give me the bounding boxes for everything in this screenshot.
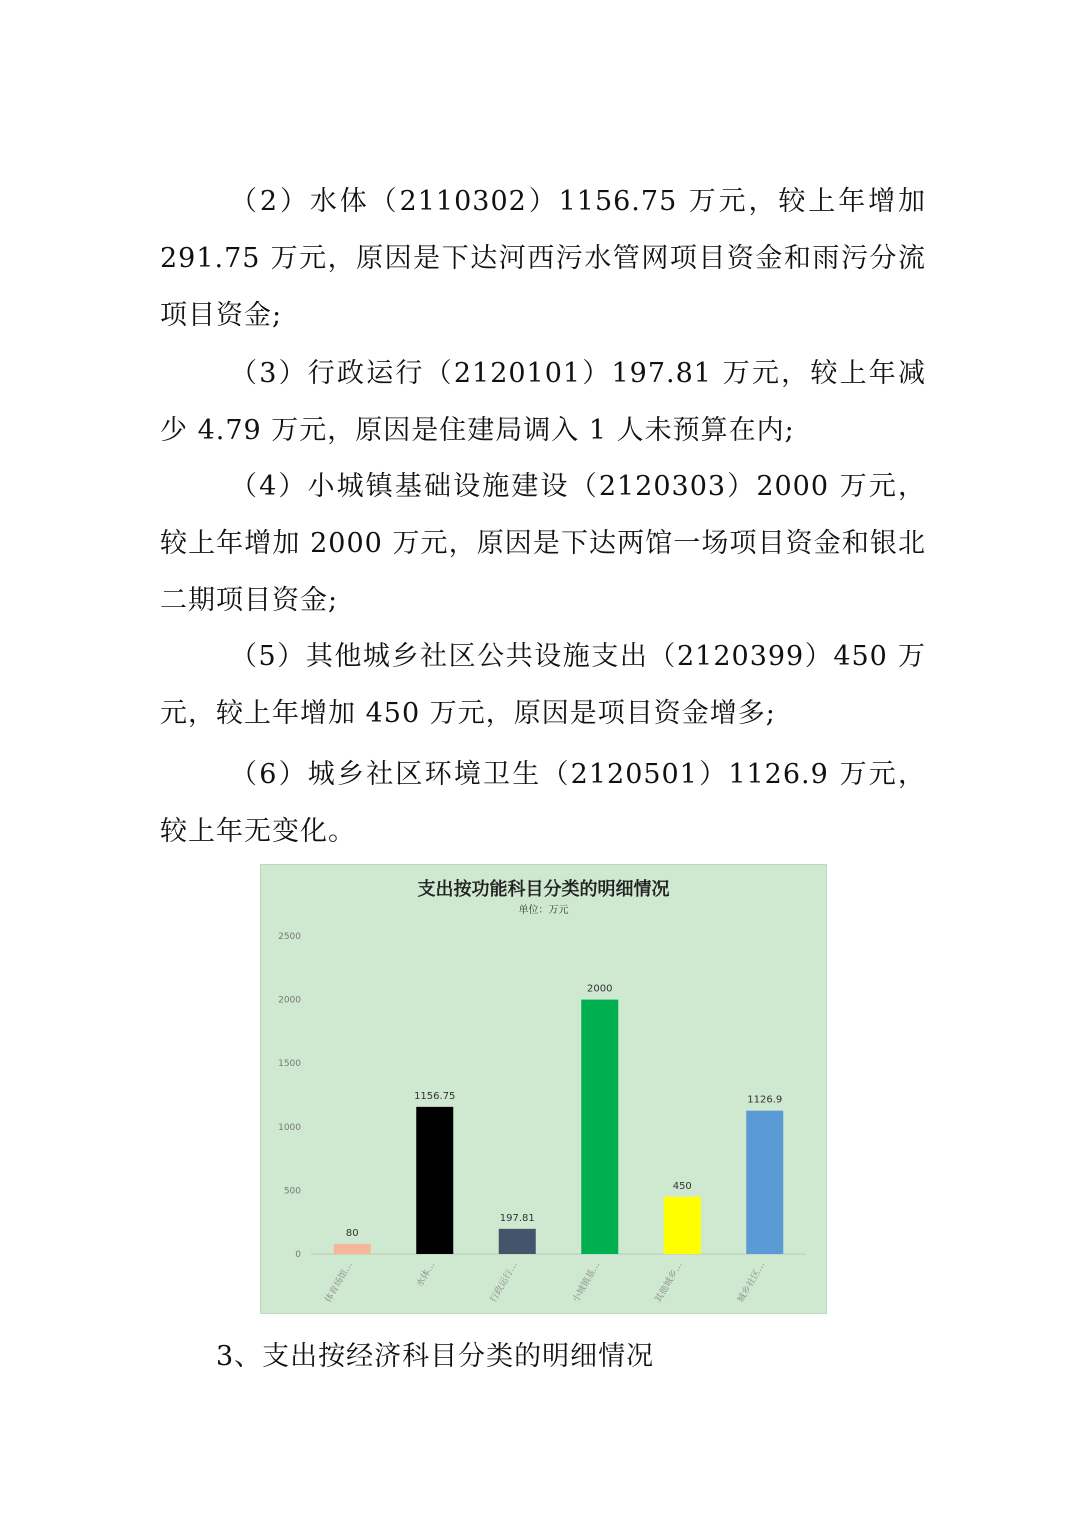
- x-category-label: 体育场馆…: [323, 1260, 355, 1305]
- function-expenditure-chart: [260, 864, 827, 1314]
- y-tick-label: 1000: [278, 1122, 301, 1133]
- x-category-label: 其他城乡…: [653, 1260, 685, 1305]
- x-category-label: 城乡社区…: [736, 1260, 768, 1305]
- bar-value-label: 2000: [587, 983, 613, 995]
- chart-plot: [261, 865, 826, 1313]
- y-tick-label: 0: [295, 1250, 301, 1260]
- bar-value-label: 197.81: [499, 1212, 535, 1224]
- bar: [746, 1111, 783, 1254]
- bar-value-label: 80: [345, 1227, 359, 1239]
- chart-subtitle: 单位：万元: [518, 905, 569, 916]
- x-category-label: 水体…: [415, 1260, 438, 1289]
- bar-value-label: 1156.75: [414, 1090, 456, 1102]
- bar: [581, 1000, 618, 1254]
- bar: [664, 1197, 701, 1254]
- bar-value-label: 450: [672, 1180, 692, 1192]
- x-category-label: 小城镇基…: [571, 1260, 603, 1305]
- x-category-label: 行政运行…: [488, 1260, 520, 1305]
- bar: [416, 1107, 453, 1254]
- section-heading-economic-classification: 3、支出按经济科目分类的明细情况: [216, 1341, 655, 1372]
- paragraph-small-town-infrastructure: （4）小城镇基础设施建设（2120303）2000 万元，较上年增加 2000 万元，原因是下达两馆一场项目资金和银北二期项目资金;: [160, 471, 926, 616]
- paragraph-other-community-facilities: （5）其他城乡社区公共设施支出（2120399）450 万元，较上年增加 450 万元，原因是项目资金增多;: [160, 641, 926, 729]
- paragraph-environmental-sanitation: （6）城乡社区环境卫生（2120501）1126.9 万元，较上年无变化。: [160, 759, 926, 847]
- y-tick-label: 2000: [278, 995, 301, 1006]
- bar-value-label: 1126.9: [747, 1094, 783, 1106]
- y-tick-label: 2500: [278, 932, 301, 942]
- bar: [334, 1244, 371, 1254]
- chart-title: 支出按功能科目分类的明细情况: [417, 879, 670, 900]
- bar: [499, 1229, 536, 1254]
- y-tick-label: 500: [283, 1186, 301, 1197]
- paragraph-water-body: （2）水体（2110302）1156.75 万元，较上年增加 291.75 万元，原因是下达河西污水管网项目资金和雨污分流项目资金;: [160, 186, 926, 331]
- paragraph-admin-operation: （3）行政运行（2120101）197.81 万元，较上年减少 4.79 万元，原因是住建局调入 1 人未预算在内;: [160, 358, 926, 446]
- y-tick-label: 1500: [278, 1059, 301, 1070]
